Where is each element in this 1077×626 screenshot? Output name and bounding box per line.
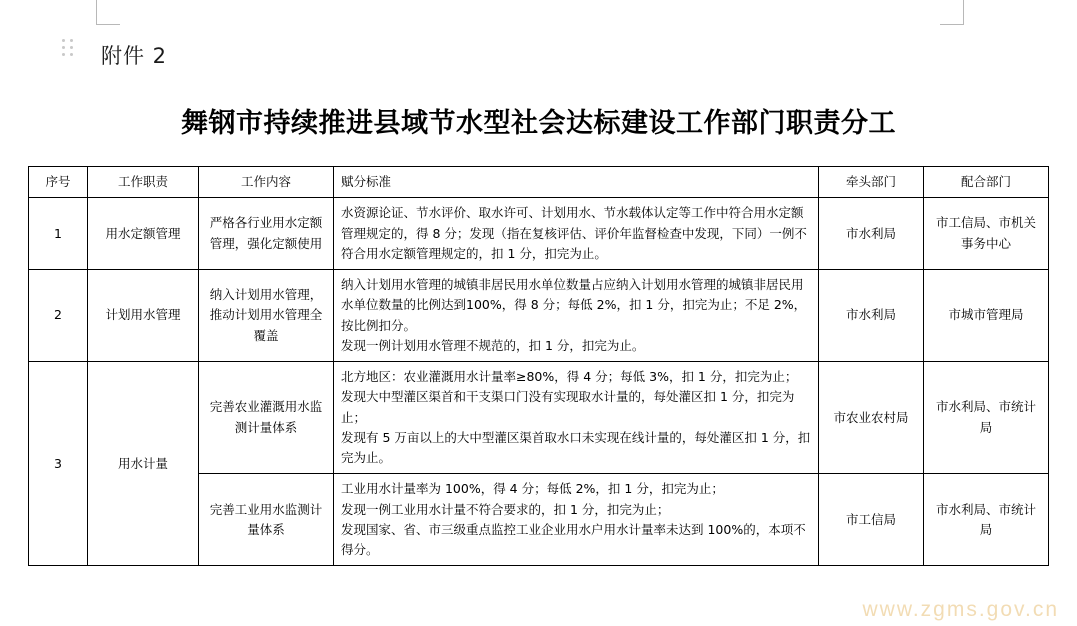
drag-handle-icon[interactable] — [62, 39, 74, 57]
table-row — [29, 362, 1049, 474]
cell-lead: 市农业农村局 — [819, 362, 924, 474]
header-lead: 牵头部门 — [819, 167, 924, 198]
cell-no: 1 — [29, 198, 88, 270]
table-row — [29, 270, 1049, 362]
cell-coop: 市城市管理局 — [924, 270, 1049, 362]
cell-coop: 市工信局、市机关事务中心 — [924, 198, 1049, 270]
score-line: 纳入计划用水管理的城镇非居民用水单位数量占应纳入计划用水管理的城镇非居民用水单位数量的比例达到100%，得 8 分；每低 2%，扣 1 分，扣完为止；不足 2%，按比例扣分。 — [341, 277, 807, 333]
crop-mark-top-right-h — [940, 24, 964, 26]
table-row — [29, 198, 1049, 270]
table-header-row — [29, 167, 1049, 198]
score-line: 发现一例工业用水计量不符合要求的，扣 1 分，扣完为止； — [341, 501, 670, 517]
cell-score — [334, 362, 819, 474]
crop-mark-top-right — [963, 0, 965, 24]
attachment-label: 附件 2 — [101, 44, 168, 68]
page-title: 舞钢市持续推进县域节水型社会达标建设工作部门职责分工 — [181, 108, 896, 139]
header-no: 序号 — [29, 167, 88, 198]
score-line: 工业用水计量率为 100%，得 4 分；每低 2%，扣 1 分，扣完为止； — [341, 481, 724, 497]
score-line: 北方地区：农业灌溉用水计量率≥80%，得 4 分；每低 3%，扣 1 分，扣完为止； — [341, 369, 798, 384]
watermark: www.zgms.gov.cn — [862, 598, 1059, 621]
crop-mark-top-left — [96, 0, 98, 24]
score-line: 发现国家、省、市三级重点监控工业企业用水户用水计量率未达到 100%的，本项不得分。 — [341, 521, 806, 557]
header-coop: 配合部门 — [924, 167, 1049, 198]
cell-lead: 市水利局 — [819, 198, 924, 270]
cell-duty: 用水计量 — [88, 362, 199, 566]
responsibility-table-container — [28, 166, 1049, 566]
cell-score — [334, 270, 819, 362]
score-line: 发现大中型灌区渠首和干支渠口门没有实现取水计量的，每处灌区扣 1 分，扣完为止； — [341, 389, 795, 425]
cell-duty: 用水定额管理 — [88, 198, 199, 270]
cell-no: 2 — [29, 270, 88, 362]
cell-score — [334, 198, 819, 270]
cell-duty: 计划用水管理 — [88, 270, 199, 362]
cell-content: 纳入计划用水管理，推动计划用水管理全覆盖 — [199, 270, 334, 362]
header-score: 赋分标准 — [334, 167, 819, 198]
score-line: 发现一例计划用水管理不规范的，扣 1 分，扣完为止。 — [341, 337, 645, 353]
cell-lead: 市工信局 — [819, 474, 924, 566]
cell-content: 严格各行业用水定额管理，强化定额使用 — [199, 198, 334, 270]
cell-content: 完善工业用水监测计量体系 — [199, 474, 334, 566]
score-line: 水资源论证、节水评价、取水许可、计划用水、节水载体认定等工作中符合用水定额管理规定的，得 8 分；发现（指在复核评估、评价年监督检查中发现，下同）一例不符合用水定额管理规定的，扣 1 分，扣完为止。 — [341, 205, 807, 261]
crop-mark-top-left-h — [96, 24, 120, 26]
cell-no: 3 — [29, 362, 88, 566]
score-line: 发现有 5 万亩以上的大中型灌区渠首取水口未实现在线计量的，每处灌区扣 1 分，扣完为止。 — [341, 429, 811, 465]
cell-coop: 市水利局、市统计局 — [924, 362, 1049, 474]
cell-score — [334, 474, 819, 566]
cell-lead: 市水利局 — [819, 270, 924, 362]
header-content: 工作内容 — [199, 167, 334, 198]
cell-content: 完善农业灌溉用水监测计量体系 — [199, 362, 334, 474]
cell-coop: 市水利局、市统计局 — [924, 474, 1049, 566]
header-duty: 工作职责 — [88, 167, 199, 198]
responsibility-table — [28, 166, 1049, 566]
